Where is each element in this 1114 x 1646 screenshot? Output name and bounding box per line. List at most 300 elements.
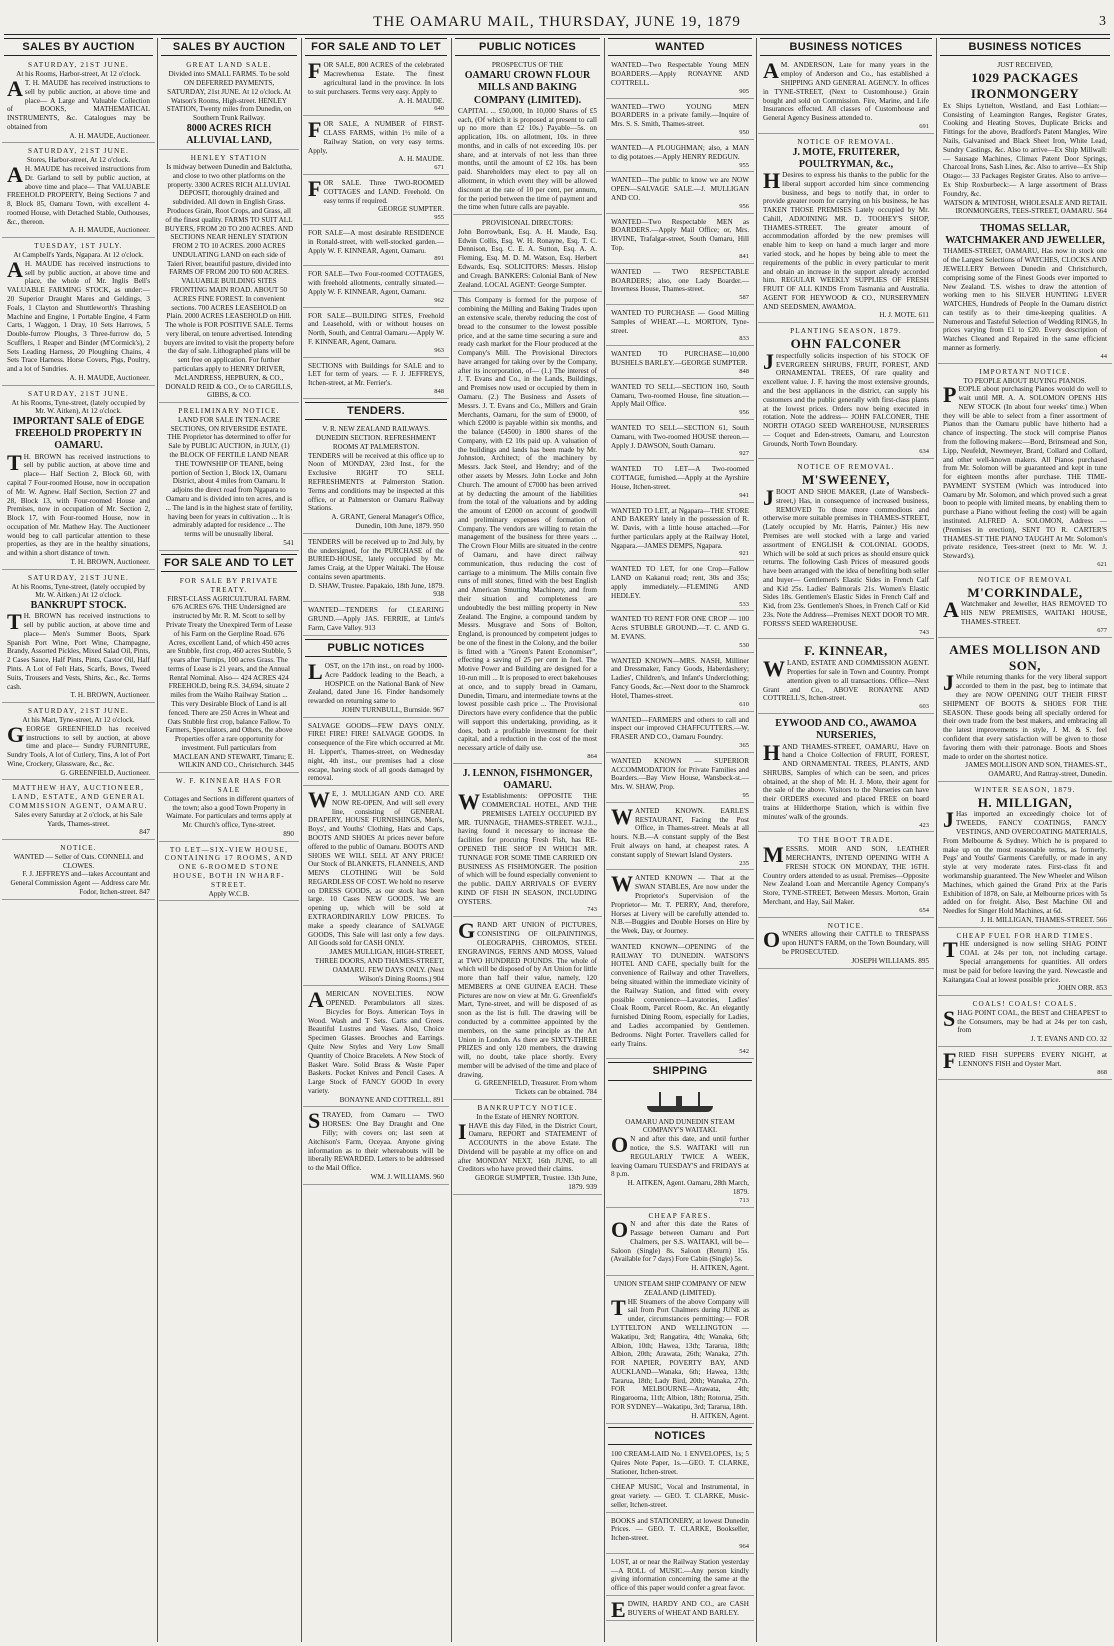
- ad-signature: A. H. MAUDE, Auctioneer.: [69, 226, 150, 235]
- ad-body: [763, 842, 929, 906]
- ad-heading: NOTICE.: [827, 921, 865, 930]
- ad-body: [611, 871, 749, 936]
- ad-body: [611, 176, 749, 202]
- advertisement: [606, 308, 754, 346]
- drop-capital: H: [763, 739, 781, 765]
- drop-capital: W: [611, 871, 633, 897]
- advertisement: [938, 575, 1112, 638]
- ad-body-text: 100 CREAM-LAID No. 1 ENVELOPES, 1s; 5 Quires Note Paper, 1s.—GEO. T. CLARKE, Stationer, Itchen-street.: [611, 1449, 749, 1476]
- ad-signature: A. H. MAUDE.: [398, 96, 444, 105]
- ad-number: 955: [434, 214, 444, 222]
- advertisement: [938, 222, 1112, 364]
- ad-heading: SATURDAY, 21ST JUNE.: [28, 147, 129, 156]
- masthead: [0, 0, 1114, 34]
- advertisement: [606, 564, 754, 611]
- ad-body-text: OR SALE, 800 ACRES of the celebrated Macrewhenua Estate. The finest agricultural land in the province. In lots to suit purchasers. Terms very easy. Apply to: [308, 61, 444, 96]
- ad-body: [611, 507, 749, 551]
- ad-body: [943, 382, 1107, 561]
- ad-title: M'SWEENEY,: [802, 472, 890, 488]
- ad-body-text: CHEAP MUSIC, Vocal and Instrumental, in great variety. — GEO. T. CLARKE, Music-seller, Itchen-street.: [611, 1483, 749, 1509]
- advertisement: [938, 931, 1112, 996]
- drop-capital: W: [458, 789, 480, 815]
- ad-signature: JOHN TURNBULL, Burnside. 967: [341, 705, 444, 714]
- drop-capital: T: [611, 1294, 626, 1320]
- advertisement: [606, 423, 754, 461]
- ad-body-text: Ex Ships Lyttelton, Westland, and East Lothian:— Consisting of Leamington Ranges, Register Grates, Cooking and Heating Stoves, Duplicate Bricks and Fittings for the above, Bradford's Patent Mangles, Wire Nails, Galvanised and Black Sheet Iron, White Lead, Sundry Castings, &c. Also to arrive—Ex Ship Millwall:— Sausage Machines, Climax Patent Door Springs, Charcoal Irons, Sash Lines, &c. Also to arrive—Ex Ship Otago:— 33 Packages Register Grates. Also to arrive—Ex Ship Roxburbeck:— A large assortment of Brass Foundry, &c.: [943, 101, 1107, 198]
- ad-subheading: Stores, Harbor-street, At 12 o'clock.: [26, 156, 131, 165]
- section-heading: TENDERS.: [305, 402, 447, 420]
- ad-body-text: H. MAUDE has received instructions from Dr. Garland to sell by public auction, at above time and place— That VALUABLE FREEHOLD PROPERTY, Being Sections 7 and 8, Block 85, Oamaru Town, with excellent 4-roomed House, with Detached Stable, Outhouses, &c., thereon.: [7, 165, 150, 226]
- ad-body: [611, 1294, 749, 1412]
- ad-body: [763, 927, 929, 956]
- ad-body: [308, 452, 444, 513]
- ad-body: [943, 1005, 1107, 1035]
- advertisement: [758, 326, 934, 459]
- advertisement: [938, 999, 1112, 1047]
- advertisement: [303, 311, 449, 358]
- ad-subheading: LAND FOR SALE IN TEN-ACRE SECTIONS, ON RIVERSIDE ESTATE. THE Proprietor has determined to offer for Sale by PUBLIC AUCTION, in JULY, (1) the BLOCK OF FERTILE LAND NEAR THE TOWNSHIP OF TEANE, being portion of Section 1, Block 1X, Oamaru District, about 4 miles from Oamaru. It adjoins the direct road from Ngapara to Oamaru and is divided into ten acres, and is ... The land is in the highest state of fertility, having been for years in cultivation ... It is admirably adapted for residence ... The terms will be unusually liberal.: [165, 415, 293, 539]
- ad-title: F. KINNEAR,: [804, 643, 888, 659]
- ad-body: [611, 218, 749, 253]
- ad-body-text: H. BROWN has received instructions to sell by public auction, at above time and place— Half Section 2, Block 60, with capital 7 Four-roomed House, now in occupation of Mr. W. Agnew. Half Section, Section 27 and 28, Block 13, with Four-roomed House and Premises, now in occupation of Mr. Section 2, Block 17, with Four-roomed House, now in occupation of Mr. Mathew Hay. The Auctioneer would beg to call particular attention to these properties, as they are in the healthy situations, and within a short distance of town.: [7, 452, 150, 558]
- ad-body-text: WANTED KNOWN—MRS. NASH, Milliner and Dressmaker, Fancy Goods, Haberdashery; Ladies', Children's, and Infant's Underclothing; Fancy Goods, &c.—Next door to the Shamrock Hotel, Thames-street.: [611, 656, 749, 700]
- advertisement: [2, 783, 155, 840]
- advertisement: [159, 776, 299, 841]
- ad-body-text: WANTED TO PURCHASE — Good Milling Samples of WHEAT.—L. MORTON, Tyne-street.: [611, 309, 749, 335]
- ad-signature: WM. J. WILLIAMS. 960: [370, 1172, 444, 1181]
- ad-body-text: ANTED KNOWN. EARLE'S RESTAURANT, Facing the Post Office, in Thames-street. Meals at all hours. N.B.—A constant supply of the Best Fruit always on hand, at cheapest rates. A constant supply of Stewart Island Oysters.: [611, 806, 749, 859]
- drop-capital: L: [308, 658, 323, 684]
- ad-subheading: Cottages and Sections in different quarters of the town; also a good Town Property in Waimate. For particulars and terms apply at Mr. Church's office, Tyne-street.: [164, 794, 295, 830]
- advertisement: [303, 989, 449, 1107]
- section-heading: BUSINESS NOTICES: [940, 38, 1110, 56]
- ad-body-text: TENDERS will be received up to 2nd July, by the undersigned, for the PURCHASE of the BURIED-HOUSE, lately occupied by Mr. James Craig, at the Upper Waitaki. The House contains seven apartments.: [308, 537, 444, 581]
- advertisement: [606, 1599, 754, 1621]
- advertisement: [606, 715, 754, 753]
- ad-heading: CHEAP FARES.: [648, 1211, 712, 1220]
- ad-number: 671: [434, 164, 444, 172]
- drop-capital: E: [611, 1597, 626, 1623]
- ad-heading: PLANTING SEASON, 1879.: [790, 327, 902, 336]
- section-heading: BUSINESS NOTICES: [760, 38, 932, 56]
- column-rule: [756, 38, 757, 1642]
- ad-body: [458, 107, 597, 212]
- ad-number: 950: [739, 129, 749, 137]
- ad-body: [308, 987, 444, 1095]
- ad-signature: JAMES MOLLISON AND SON, THAMES-ST., OAMARU, And Rattray-street, Dunedin.: [965, 761, 1107, 779]
- ad-body-text: H. BROWN has received instructions to sell by public auction, at above time and place— Men's Summer Boots, Spark Spanish Port Wine, Port Wine, Champagne, Brandy, Assorted Pickles, Mixed Salad Oil, Pints, 2 Cases Sauce, Half Pints, Pints, Castor Oil, Half Pints. A Lot of Felt Hats, Scarfs, Bows, Tweed Suits, Trousers and Vests, Shirts, &c., &c. Terms cash.: [7, 612, 150, 691]
- section-heading: PUBLIC NOTICES: [305, 639, 447, 657]
- ad-body-text: HE undersigned is now selling SHAG POINT COAL at 24s per ton, not including cartage. Special arrangements for quantities. All orders must be paid for before leaving the yard. Newcastle and Kaitangata Coal at lowest possible price.: [943, 940, 1107, 984]
- ad-body-text: WANTED—A PLOUGHMAN; also, a MAN to dig potatoes.—Apply HENRY REDGUN.: [611, 143, 749, 161]
- ad-subheading: At his Mart, Tyne-street, At 12 o'clock.: [22, 715, 135, 724]
- advertisement: [606, 60, 754, 98]
- ad-signature: H. AITKEN, Agent.: [691, 1264, 749, 1273]
- ad-body-text: John Borrowbank, Esq. A. H. Maude, Esq. Edwin Collis, Esq. W. H. Ronayne, Esq. T. C. Dennison, Esq. C. E. A. Sutton, Esq. A. A. Fleming, Esq. M. D. M. Watson, Esq. Herbert Edwards, Esq. SOLICITORS: Messrs. Hislop and Creagh. BANKERS: Colonial Bank of New Zealand. LOCAL AGENT: George Sumpter.: [458, 227, 597, 289]
- drop-capital: J: [943, 807, 954, 833]
- ad-number: 603: [919, 703, 929, 711]
- advertisement: [606, 506, 754, 562]
- ad-body-text: N and after this date, and until further notice, the S.S. WAITAKI will run REGULARLY TWICE A WEEK, leaving Oamaru TUESDAY'S and FRIDAYS at 8 p.m.: [611, 1135, 749, 1179]
- advertisement: [303, 119, 449, 175]
- ad-body: [611, 1597, 749, 1623]
- drop-capital: W: [763, 656, 785, 682]
- column-3: [303, 38, 449, 1642]
- ad-body: [308, 312, 444, 347]
- ad-signature: J. H. MILLIGAN, THAMES-STREET. 566: [980, 915, 1107, 924]
- ad-body: [7, 256, 150, 374]
- advertisement: [453, 60, 602, 215]
- ad-body-text: ESSRS. MOIR AND SON, LEATHER MERCHANTS, INTEND OPENING WITH A FRESH STOCK ON MONDAY, THE 16TH. Country orders attended to as usual. Premises—Opposite New Zealand Loan and Mercantile Agency Company's Store, TYNE-STREET, Between Messrs. Morton, Grain Merchant, and Hay, Sail Maker.: [763, 845, 929, 906]
- ad-body-text: H. MAUDE has received instructions to sell by public auction, at above time and place, the whole of Mr. Inglis Bell's VALUABLE FARMING STOCK, as under:— 20 Superior Draught Mares and Geldings, 3 Foals, 1 Clayton and Shuttleworth's Thrashing Machine and Engine, 1 Portable Engine, 4 Farm Carts, 1 Waggon, 1 Dray, 10 Sets Harrows, 5 Double-furrow Ploughs, 3 Three-furrow do, 5 Scufflers, 1 Reaper and Binder (M'Cormick's), 2 Sets Leading Harness, 20 Ploughing Chains, 4 Sets Trace Harness. Horse Covers, Pigs, Poultry, and a lot of Sundries.: [7, 259, 150, 374]
- ad-title: 8000 ACRES RICH ALLUVIAL LAND,: [186, 122, 272, 147]
- ad-number: 640: [434, 105, 444, 113]
- ad-signature: H. AITKEN, Agent. Oamaru, 28th March, 1879.: [627, 1179, 749, 1196]
- ad-heading: BANKRUPTCY NOTICE.: [477, 1104, 578, 1112]
- ad-body-text: SECTIONS with Buildings for SALE and to LET for term of years. — F. J. JEFFREYS, Itchen-street, at Mr. Ferrier's.: [308, 361, 444, 388]
- advertisement: [606, 102, 754, 140]
- advertisement: [2, 146, 155, 238]
- ad-body: [308, 787, 444, 948]
- ad-subheading: Is midway between Dunedin and Balclutha, and close to two other platforms on the property. 3300 ACRES RICH ALLUVIAL DEPOSIT, thoroughly drained and subdivided. All down in English Grass. Produces Grain, Root Crops, and Grass, all of the finest quality. FARMS TO SUIT ALL BUYERS, FROM 20 TO 200 ACRES. AND SECTIONS NEAR HENLEY STATION FROM 2 TO 10 ACRES. 2000 ACRES UNDULATING LAND on each side of Taieri River, beautiful pasture, divided into FARMS OF FROM 200 TO 600 ACRES. VALUABLE BUILDING SITES FRONTING MAIN ROAD. ABOUT 50 ACRES FINE FOREST. In convenient sections. 700 ACRES LEASEHOLD on Plain. 2000 ACRES LEASEHOLD on Hill. The whole is FOR POSITIVE SALE. Terms very liberal, on tenure advertised. Intending buyers are invited to visit the property before the day of sale. Lithographed plans will be sent free on application. For further particulars apply to HENRY DRIVER, McLANDRESS, HEPBURN, & CO., DONALD REID & CO., Or to CARGILLS, GIBBS, & CO.: [164, 163, 294, 400]
- ad-body-text: T. H. MAUDE has received instructions to sell by public auction, at above time and place— A Large and Valuable Collection of BOOKS, MATHEMATICAL INSTRUMENTS, &c. Catalogues may be obtained from: [7, 78, 150, 131]
- ad-body: [943, 807, 1107, 916]
- advertisement: [606, 1557, 754, 1596]
- column-rule: [301, 38, 302, 1642]
- ad-signature: J. T. EVANS AND CO. 32: [1030, 1035, 1107, 1044]
- ad-body-text: FOR SALE—Two Four-roomed COTTAGES, with freehold allotments, centrally situated.—Apply W. F. KINNEAR, Agent, Oamaru.: [308, 270, 444, 296]
- advertisement: [758, 60, 934, 133]
- ad-number: 44: [1100, 352, 1107, 360]
- ad-body: [7, 75, 150, 132]
- ad-number: 654: [919, 906, 929, 914]
- ad-number: 964: [739, 1542, 749, 1550]
- ad-body-text: WANTED TO LET, at Ngapara—THE STORE AND BAKERY lately in the possession of R. W. Davis, with a little house attached.—For further particulars apply at the Railway Hotel, Ngapara.—JAMES DEMPS, Ngapara.: [611, 506, 749, 550]
- ad-signature: MACLEAN AND STEWART, Timaru; E. WILKIN AND CO., Christchurch. 3445: [173, 752, 294, 770]
- ad-heading: NOTICE.: [60, 844, 97, 853]
- drop-capital: T: [7, 449, 22, 475]
- ad-heading: SATURDAY, 21ST JUNE.: [28, 707, 129, 716]
- ad-number: 962: [434, 296, 444, 304]
- advertisement: [758, 835, 934, 917]
- ad-body: [611, 1217, 749, 1264]
- ad-body-text: AND THAMES-STREET, OAMARU, Have on hand a Choice Collection of FRUIT, FOREST, AND ORNAMENTAL TREES, PLANTS, AND SHRUBS, Samples of which can be seen, and prices obtained, at the shop of Mr. H. J. Mote, their agent for the sale of the above. Visitors to the Nurseries can have their ORDERS executed and placed FREE on board trains at Hilderthorpe Station, which is within five minutes' walk of the grounds.: [763, 742, 929, 821]
- drop-capital: A: [763, 58, 779, 84]
- ad-body: [611, 383, 749, 409]
- ad-body-text: TENDERS will be received at this office up to Noon of MONDAY, 23rd Inst., for the Exclusive RIGHT TO SELL REFRESHMENTS at Palmerston Station. Terms and conditions may be inspected at this office, or at Palmerston or Oamaru Railway Stations.: [308, 451, 444, 513]
- ad-signature: G. GREENFIELD, Auctioneer.: [60, 768, 150, 777]
- ad-subheading: At Campbell's Yards, Ngapara. At 12 o'clock.: [13, 251, 144, 260]
- ad-number: 941: [739, 491, 749, 499]
- steamship-icon: [639, 1090, 722, 1114]
- advertisement: [2, 60, 155, 143]
- ad-body-text: E, J. MULLIGAN AND CO. ARE NOW RE-OPEN, And will sell every line, consisting of GENERAL DRAPERY, HOUSE FURNISHINGS, Men's, Boys', and Youths' Clothing, Hats and Caps, BOOTS AND SHOES At prices never before offered to the public of Oamaru. BOOTS AND SHOES WE WILL SELL AT ANY PRICE! Our Stock of BLANKETS, FLANNELS, AND MEN'S CLOTHING Will be Sold REGARDLESS OF COST. We hold no reserve on DRESS GOODS, as our stock has been large. 10 Cases NEW GOODS. We are opening up, which will be sold at EXTRAORDINARILY LOW PRICES. To make a speedy clearance of SALVAGE GOODS, This Sale will last only a few days. All Goods sold for CASH ONLY.: [308, 790, 444, 948]
- ad-body: [611, 565, 749, 600]
- ad-subheading: UNION STEAM SHIP COMPANY OF NEW ZEALAND (LIMITED).: [613, 1280, 747, 1297]
- advertisement: [303, 721, 449, 786]
- ad-body-text: Desires to express his thanks to the public for the liberal support accorded him since commencing business, and begs to notify that, in order to provide greater room for carrying on his business, he has TAKEN THOSE PREMISES Lately occupied by Mr. Cahill, ADJOINING MR. D. TOOHEY'S SHOP, THAMES-STREET. The greater amount of accommodation afforded by the new premises will enable him to keep on hand a much larger and more varied stock, and he hopes by being able to meet the requirements of the public in every particular to merit and obtain an increase in the support already accorded him. REGULAR WEEKLY SUPPLIES OF FRESH FRUIT OF ALL KINDS From Tasmania and Australia. AGENT FOR HEYWOOD & CO., NURSERYMEN AND SEEDSMEN, AWAMOA.: [763, 170, 929, 311]
- ad-title: M'CORKINDALE,: [967, 584, 1083, 600]
- advertisement: [453, 295, 602, 764]
- ad-body: [308, 176, 444, 205]
- ad-heading: SATURDAY, 21ST JUNE.: [28, 61, 129, 70]
- ad-body: [611, 943, 749, 1048]
- ad-signature: JAMES MULLIGAN, HIGH-STREET, THREE DOORS, AND THAMES-STREET, OAMARU. FEW DAYS ONLY. (Next Wilson's Dining Rooms.) 904: [314, 948, 444, 983]
- column-rule: [604, 38, 605, 1642]
- section-heading: FOR SALE AND TO LET: [161, 554, 297, 572]
- ad-body-text: WANTED—The public to know we are NOW OPEN—SALVAGE SALE.—J. MULLIGAN AND CO.: [611, 176, 749, 202]
- advertisement: [453, 920, 602, 1100]
- column-rule: [157, 38, 158, 1642]
- ad-body-text: SALVAGE GOODS—FEW DAYS ONLY. FIRE! FIRE! FIRE! SALVAGE GOODS. In consequence of the Fire which occurred at Mr. H. Lippert's, Thames-street, on Wednesday night, 4th inst., our premises had a close escape, having stock of all goods damaged by removal.: [308, 721, 444, 783]
- ad-title: J. MOTE, FRUITERER, POULTRYMAN, &c.,: [792, 146, 900, 170]
- ad-subheading: Apply W.C.B.: [208, 889, 250, 898]
- ad-number: 955: [739, 161, 749, 169]
- ad-number: 542: [739, 1048, 749, 1056]
- ad-subheading: Divided into SMALL FARMS. To be sold ON DEFERRED PAYMENTS, SATURDAY, 21st JUNE. At 12 o'clock. At Watson's Rooms, High-street. HENLEY STATION, Twenty miles from Dunedin, on Southern Trunk Railway.: [166, 70, 292, 123]
- ad-body: [763, 485, 929, 629]
- advertisement: [606, 756, 754, 803]
- advertisement: [606, 1085, 754, 1208]
- advertisement: [2, 389, 155, 570]
- ad-subheading: At his Rooms, Tyne-street, (lately occupied by Mr. W. Aitken.) At 12 o'clock.: [11, 582, 146, 600]
- advertisement: [303, 1110, 449, 1184]
- ad-heading: CHEAP FUEL FOR HARD TIMES.: [956, 931, 1094, 940]
- ad-body: [943, 247, 1107, 352]
- advertisement: [2, 706, 155, 780]
- ad-body: [943, 670, 1107, 761]
- section-heading: PUBLIC NOTICES: [455, 38, 600, 56]
- drop-capital: H: [763, 167, 781, 193]
- ad-body-text: WANTED TO SELL—SECTION 61, South Oamaru, with Two-roomed HOUSE thereon.—Apply J. DAWSON, South Oamaru.: [611, 424, 749, 450]
- advertisement: [303, 60, 449, 116]
- ad-heading: SATURDAY, 21ST JUNE.: [28, 389, 129, 398]
- ad-signature: JOSEPH WILLIAMS. 895: [851, 956, 929, 965]
- ad-body-text: HAVE this day Filed, in the District Court, Oamaru, REPORT and STATEMENT of ACCOUNTS in the above Estate. The Dividend will be payable at my office on and after MONDAY NEXT, 16th JUNE, to all Creditors who have proved their claims.: [458, 1121, 597, 1174]
- ad-body: [611, 1517, 749, 1543]
- ad-body: [308, 58, 444, 96]
- ad-signature: JOHN ORR. 853: [1057, 984, 1107, 993]
- ad-signature: F. J. JEFFREYS and—takes Accountant and General Commission Agent — Address care Mr. Fodor, Itchen-street. 847: [10, 870, 150, 896]
- ad-body-text: WANTED—TENDERS for CLEARING GRUND.—Apply JAS. FERRIE, at Little's Farm, Cave Valley. 913: [308, 606, 444, 632]
- advertisement: [606, 1482, 754, 1512]
- ad-number: 621: [1097, 560, 1107, 568]
- ad-body-text: OR SALE. Three TWO-ROOMED COTTAGES and LAND. Freehold. On easy terms if required.: [323, 179, 444, 205]
- ad-body: [308, 538, 444, 582]
- top-rule: [4, 34, 1110, 35]
- ad-body: [611, 1558, 749, 1593]
- ad-body: [611, 803, 749, 860]
- drop-capital: M: [763, 842, 784, 868]
- ad-body-text: HAG POINT COAL, the BEST and CHEAPEST to the Consumers, may be had at 24s per ton cash, from: [957, 1008, 1107, 1035]
- ad-number: 927: [739, 450, 749, 458]
- advertisement: [938, 367, 1112, 572]
- advertisement: [606, 217, 754, 264]
- ad-body-text: OST, on the 17th inst., on road by 1000-Acre Paddock leading to the Beach, a HOSPICE on the National Bank of New Zealand, dated June 16. Finder handsomely rewarded on returning same to: [308, 661, 444, 706]
- ad-signature: GEORGE SUMPTER.: [378, 205, 444, 214]
- ad-heading: NOTICE OF REMOVAL: [977, 575, 1073, 584]
- ad-body: [308, 1108, 444, 1173]
- ad-title: EYWOOD AND CO., AWAMOA NURSERIES,: [775, 718, 917, 742]
- drop-capital: G: [458, 918, 476, 944]
- ad-body-text: EOPLE about purchasing Pianos would do well to wait until MR. A. A. SOLOMON OPENS HIS NEW STOCK (In about four weeks' time.) When they will be able to select from a finer assortment of Pianos than the Oamaru public have hitherto had a chance of inspecting. The stock will comprise Pianos from the following makers:—Bord, Brinsmead and Son, Lipp, Neufeldt, Newmeyer, Brard, Collard and Collard, and other well-known makers. All Pianos purchased from Mr. Solomon will be guaranteed and kept in tune for eighteen months after purchase. THE TIME-PAYMENT SYSTEM (Which was introduced into Oamaru by Mr. Solomon, and which proved such a great boon to people with limited means, by enabling them to purchase a Piano without feeling the cost) will be again instituted. ALFRED A. SOLOMON, Address —(Premises in erection), SENT TO R. CARTER'S THAMES-ST THE PIANO TAUGHT At Mr. Solomon's private residence, Tees-street (next to Mr. W. J. Steward's).: [943, 385, 1107, 561]
- ad-number: 848: [739, 367, 749, 375]
- ad-number: 365: [739, 741, 749, 749]
- ad-heading: GREAT LAND SALE.: [186, 61, 272, 70]
- drop-capital: S: [308, 1108, 321, 1134]
- ad-number: 905: [739, 87, 749, 95]
- ad-body-text: WANTED KNOWN—OPENING of the RAILWAY TO DUNEDIN. WATSON'S HOTEL AND CAFE, specially built for the convenience of Railway and other Travellers, being situated within the immediate vicinity of the Railway Station, and fitted with every possible convenience—Lavatories, Ladies' Cloak Room, Parcel Room, &c. An elegantly furnished Dining Room, especially for Ladies, and Ladies accompanied by Gentlemen. Bedrooms. Night Porter. Travellers called for early Trains.: [611, 942, 749, 1048]
- ad-heading: SATURDAY, 21ST JUNE.: [28, 573, 129, 582]
- column-rule: [451, 38, 452, 1642]
- ad-body: [943, 937, 1107, 984]
- ad-number: 95: [742, 791, 749, 799]
- drop-capital: J: [943, 670, 954, 696]
- ad-body-text: Establishments: OPPOSITE THE COMMERCIAL HOTEL, AND THE PREMISES LATELY OCCUPIED BY MR. TUNNAGE, THAMES-STREET. W.J.L., having found it necessary to increase the facilities for procuring Fresh Fish, has RE-OPENED THE SHOP IN WHICH MR. TUNNAGE FOR SOME TIME CARRIED ON BUSINESS AS FISHMONGER. The position of which will be found especially convenient to the public. DAILY ARRIVALS OF EVERY KIND OF FISH IN SEASON, INCLUDING OYSTERS.: [458, 792, 597, 906]
- column-rule: [936, 38, 937, 1642]
- ad-body: [611, 615, 749, 641]
- ad-body: [763, 167, 929, 312]
- ad-body: [611, 1132, 749, 1179]
- ad-body-text: Has imported an exceedingly choice lot of TWEEDS, FANCY COATINGS, FANCY VESTINGS, AND OVERCOATING MATERIALS, From Melbourne & Sydney. Which he is prepared to make up on the most reasonable terms, as formerly. Pegs' and Youths' Garments Carefully, or made in any style at very moderate rates. First-class fit and workmanship guaranteed. The New Wheeler and Wilson Machines, which gained the Grand Prix at the Paris Exhibition of 1878, on Sale, at Melbourne prices with 5s added on for freight. Also, Best Machine Oil and Needles for Singer Hold Machines, at 6d.: [943, 810, 1107, 916]
- drop-capital: S: [943, 1005, 956, 1031]
- advertisement: [2, 573, 155, 703]
- ad-body-text: WANTED—TWO YOUNG MEN BOARDERS in a private family.—Inquire of Mrs. S. S. Smith, Thames-street.: [611, 102, 749, 129]
- ad-heading: FOR SALE BY PRIVATE TREATY.: [179, 577, 279, 594]
- column-4: [453, 38, 602, 1642]
- ad-heading: TO LET—SIX-VIEW HOUSE, CONTAINING 17 ROOMS, AND ONE 6-ROOMED STONE HOUSE, BOTH IN WHARF-STREET.: [164, 845, 294, 889]
- ad-signature: T. H. BROWN, Auctioneer.: [70, 691, 150, 700]
- ad-number: 533: [739, 600, 749, 608]
- ad-subheading: WANTED — Seller of Oats. CONNELL and CLOWES.: [13, 852, 144, 870]
- ad-subheading: At his Rooms, Tyne-street, (lately occupied by Mr. W. Aitken), At 12 o'clock.: [11, 398, 146, 416]
- ad-body-text: DWIN, HARDY AND CO., are CASH BUYERS of WHEAT AND BARLEY.: [627, 1600, 749, 1617]
- advertisement: [938, 785, 1112, 928]
- ad-heading: TO THE BOOT TRADE.: [798, 836, 894, 845]
- advertisement: [938, 60, 1112, 219]
- section-heading: NOTICES: [608, 1427, 752, 1445]
- ad-number: 677: [1097, 626, 1107, 634]
- columns: [0, 38, 1114, 1642]
- advertisement: [303, 228, 449, 266]
- ad-signature: WATSON & M'INTOSH, WHOLESALE AND RETAIL IRONMONGERS, TEES-STREET, OAMARU. 564: [943, 198, 1107, 216]
- advertisement: [159, 576, 299, 773]
- ad-body-text: WANTED—FARMERS and others to call and inspect our improved CHAFFCUTTERS.—W. FRASER AND CO., Oamaru Foundry.: [611, 715, 749, 742]
- ad-heading: PRELIMINARY NOTICE.: [178, 407, 280, 416]
- ad-signature: T. H. BROWN, Auctioneer.: [70, 558, 150, 567]
- ad-body-text: WANTED—Two Respectable MEN as BOARDERS.—Apply Mail Office; or, Mrs. IRVINE, Trafalgar-street, South Oamaru, Hill Top.: [611, 217, 749, 253]
- column-7: [938, 38, 1112, 1642]
- ad-body-text: OR SALE, A NUMBER of FIRST-CLASS FARMS, within 1½ mile of a Railway Station, on very easy terms. Apply,: [308, 120, 444, 155]
- ad-signature: 847: [139, 828, 150, 837]
- ad-body: [458, 789, 597, 906]
- advertisement: [606, 942, 754, 1059]
- ad-body-text: While returning thanks for the very liberal support accorded to them in the past, beg to intimate that they are NOW OPENING OUT THEIR FIRST SHIPMENT OF BOOTS & SHOES FOR THE SEASON. These goods being all specially ordered for their own trade from the best makers, and embracing all the latest improvements in style, J. M. & S. feel confident that every satisfaction will be given to those favoring them with their patronage. Boots and Shoes made to order on the shortest notice.: [943, 673, 1107, 761]
- ad-number: 634: [919, 448, 929, 456]
- ad-body-text: Watchmaker and Jeweller, HAS REMOVED TO HIS NEW PREMISES, WAITAKI HOUSE, THAMES-STREET.: [960, 600, 1107, 627]
- ad-number: 743: [587, 906, 597, 914]
- ad-subheading: PROVISIONAL DIRECTORS:: [481, 219, 574, 228]
- ad-signature: BONAYNE AND COTTRELL. 891: [339, 1095, 444, 1104]
- ad-signature: A. GRANT, General Manager's Office, Dunedin, 10th June, 1879. 950: [331, 513, 444, 530]
- ad-number: 841: [739, 252, 749, 260]
- ad-body: [611, 103, 749, 129]
- ad-body-text: CAPITAL ... £50,000, In 10,000 Shares of £5 each, (Of which it is proposed at present to call up no more than £2 10s.) Payable—5s. on application, 10s. on allotment, 10s. in three months, and in calls of not exceeding 10s. per share, and at intervals of not less than three months, until the amount of £2 10s. has been paid. Shareholders may elect to pay all on allotment, in which event they will be allowed discount at the rate of 10 per cent, per annum, for the period between the time of payment and the time when future calls are payable.: [458, 106, 597, 212]
- ad-body: [7, 609, 150, 691]
- ad-body-text: M. ANDERSON, Late for many years in the employ of Anderson and Co., has established a SHIPPING AND GENERAL AGENCY. In offices in TYNE-STREET, (Next to Customhouse.) Grain bought and sold on Commission. Fire, Marine, and Life Insurances effected. All classes of Customhouse and General Agency Business attended to.: [763, 61, 929, 123]
- advertisement: [453, 218, 602, 292]
- ad-body: [611, 144, 749, 162]
- column-1: [2, 38, 155, 1642]
- ad-signature: 541: [283, 538, 294, 547]
- ad-body-text: BOOKS and STATIONERY, at lowest Dunedin Prices. — GEO. T. CLARKE, Bookseller, Itchen-street.: [611, 1516, 749, 1543]
- ad-body: [308, 362, 444, 388]
- ad-number: 743: [919, 628, 929, 636]
- ad-body-text: FOR SALE—BUILDING SITES, Freehold and Leasehold, with or without houses on North, South, and Central Oamaru.—Apply W. F. KINNEAR, Agent, Oamaru.: [308, 311, 444, 346]
- ad-body-text: WANTED — TWO RESPECTABLE BOARDERS; also, one Lady Boarder.—Inverness House, Thames-street.: [611, 267, 749, 294]
- ad-body-text: WANTED TO PURCHASE—10,000 BUSHELS BARLEY.—GEORGE SUMPTER.: [611, 350, 749, 368]
- ad-body: [611, 61, 749, 87]
- advertisement: [606, 143, 754, 172]
- advertisement: [303, 361, 449, 399]
- advertisement: [159, 60, 299, 150]
- ad-signature: D. SHAW, Trustee. Papakaio, 18th June, 1879. 938: [309, 581, 444, 599]
- ad-body: [7, 449, 150, 558]
- ad-number: 610: [739, 700, 749, 708]
- advertisement: [159, 406, 299, 551]
- drop-capital: F: [943, 1048, 957, 1074]
- advertisement: [606, 267, 754, 305]
- ad-subheading: TO PEOPLE ABOUT BUYING PIANOS.: [963, 376, 1087, 385]
- drop-capital: F: [308, 117, 322, 143]
- section-heading: WANTED: [608, 38, 752, 56]
- ad-body-text: ANTED KNOWN — That at the SWAN STABLES, Are now under the Proprietor's Supervision of the Proprietor— Mr. T. PERRY, And, therefore, Horses at Livery will be carefully attended to. N.B.—Buggies and Double Horses on Hire by the Week, Day, or Journey.: [611, 874, 749, 936]
- ad-body-text: THAMES-STREET, OAMARU, Has now in stock one of the Largest Selections of WATCHES, CLOCKS AND JEWELLERY Between Dunedin and Christchurch, comprising some of the Finest Goods ever imported to New Zealand. T.S. wishes to draw the attention of working men to his SILVER HUNTING LEVER WATCHES, Hundreds of People In the Oamaru district can testify as to their time-keeping qualities. A Numerous and Tasteful Selection of Wedding RINGS, In prices varying from £1 to £20. Every description of Watches Cleaned and Repaired in the same efficient manner as formerly.: [943, 247, 1107, 353]
- ad-body: [611, 424, 749, 450]
- ad-body: [458, 1118, 597, 1175]
- ad-title: J. LENNON, FISHMONGER, OAMARU.: [462, 767, 593, 792]
- drop-capital: T: [943, 937, 958, 963]
- ad-body-text: N and after this date the Rates of Passage between Oamaru and Port Chalmers, per S.S. WAITAKI, will be— Saloon (Single) 8s. Saloon (Return) 15s. (Available for 7 days) Fore Cabin (Single) 5s.: [611, 1220, 749, 1264]
- drop-capital: I: [458, 1118, 467, 1144]
- ad-body-text: respectfully solicits inspection of his STOCK OF EVERGREEN SHRUBS, FRUIT, FOREST, AND ORNAMENTAL TREES, Of rare quality and excellent value. J. F. having the most extensive grounds, and the best appliances in the district, can supply his customers and the public generally with first-class plants at the lowest prices. Orders now being executed in rotation. Note the address— JOHN FALCONER, THE NORTH OTAGO SEED WAREHOUSE, NURSERIES— Coquet and Eden-streets, Oamaru, and Lourcston Grounds, North Town Boundary.: [763, 351, 929, 448]
- ad-body-text: EORGE GREENFIELD has received instructions to sell by auction, at above time and place— Sundry FURNITURE, Sundry Tools, A lot of Cutlery, Tins, A lot of Port Wine, Crockery, Glassware, &c., &c.: [7, 724, 150, 768]
- ad-subheading: V. R. NEW ZEALAND RAILWAYS. DUNEDIN SECTION. REFRESHMENT ROOMS AT PALMERSTON.: [315, 425, 437, 451]
- advertisement: [758, 137, 934, 323]
- ad-number: 891: [434, 255, 444, 263]
- ad-title: 1029 PACKAGES IRONMONGERY: [970, 70, 1080, 102]
- ad-body: [763, 348, 929, 449]
- drop-capital: J: [763, 348, 774, 374]
- drop-capital: F: [308, 176, 322, 202]
- ad-number: 587: [739, 294, 749, 302]
- ad-heading: NOTICE OF REMOVAL.: [797, 463, 895, 472]
- advertisement: [758, 717, 934, 832]
- ad-title: AMES MOLLISON AND SON,: [949, 641, 1101, 673]
- ad-number: 956: [739, 202, 749, 210]
- drop-capital: A: [7, 75, 23, 101]
- column-5: [606, 38, 754, 1642]
- ad-number: 868: [1097, 1068, 1107, 1076]
- advertisement: [606, 349, 754, 378]
- advertisement: [2, 843, 155, 900]
- ad-body: [7, 162, 150, 226]
- ad-heading: COALS! COALS! COALS.: [972, 1000, 1078, 1009]
- ad-signature: G. GREENFIELD, Treasurer. From whom Tickets can be obtained. 784: [474, 1079, 597, 1097]
- ad-body: [308, 658, 444, 706]
- advertisement: [606, 614, 754, 652]
- ad-body-text: WANTED—Two Respectable Young MEN BOARDERS.—Apply RONAYNE AND COTTRELL.: [611, 61, 749, 87]
